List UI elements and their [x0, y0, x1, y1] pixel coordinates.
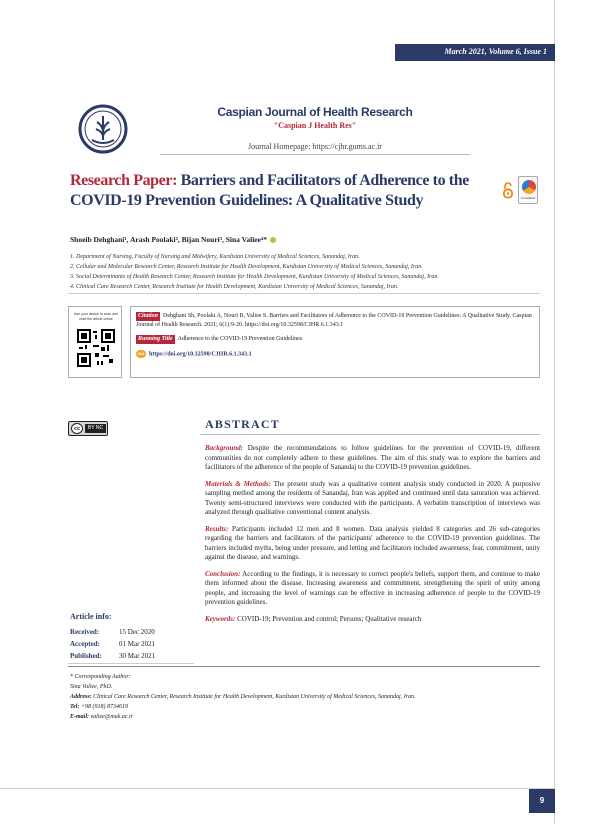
- tel-label: Tel:: [70, 704, 80, 710]
- address-label: Address:: [70, 694, 92, 700]
- crossmark-label: CrossMark: [520, 196, 536, 200]
- divider: [68, 666, 540, 667]
- abstract-keywords: [205, 615, 540, 625]
- journal-homepage[interactable]: Journal Homepage: https://cjhr.gums.ac.ir: [248, 142, 382, 151]
- affiliations: [70, 252, 540, 292]
- accepted-label: Accepted:: [70, 640, 100, 648]
- affiliation-1: 1. Department of Nursing, Faculty of Nursing and Midwifery, Kurdistan University of Medical Sciences, Sanandaj, Iran.: [70, 254, 360, 260]
- accepted-row: [70, 638, 190, 650]
- article-title: Barriers and Facilitators of Adherence to the COVID-19 Prevention Guidelines: A Qualitative Study: [70, 172, 469, 209]
- address-text: Clinical Care Research Center, Research Institute for Health Development, Kurdistan University of Medical Sciences, Sanandaj, Iran.: [93, 694, 416, 700]
- page-frame-bottom: [0, 788, 555, 789]
- conclusion-label: Conclusion:: [205, 569, 241, 578]
- published-row: [70, 650, 190, 662]
- authors: [70, 235, 540, 244]
- doi-icon: doi: [137, 351, 144, 356]
- received-date: 15 Dec 2020: [119, 628, 155, 636]
- qr-caption: Use your device to scan and read the article online: [73, 312, 119, 321]
- corresponding-email: [70, 712, 540, 722]
- running-title-label: Running Title: [138, 336, 173, 342]
- corresponding-heading: * Corresponding Author:: [70, 674, 131, 680]
- qr-box: [68, 306, 122, 378]
- methods-label: Materials & Methods:: [205, 479, 271, 488]
- background-text: Despite the recommendations to follow guidelines for the prevention of COVID-19, different communities do not completely adhere to these guidelines. The aim of this study was to explore the barriers and facilitators of the adherence of the people of Sanandaj to the COVID-19 prevention guidelines.: [205, 444, 541, 471]
- orcid-icon[interactable]: [270, 237, 276, 243]
- affiliation-3: 3. Social Determinants of Health Research Center, Research Institute for Health Development, Kurdistan University of Medical Sciences, Sanandaj, Iran.: [70, 274, 439, 280]
- received-label: Received:: [70, 628, 100, 636]
- corresponding-author: [70, 672, 540, 722]
- published-label: Published:: [70, 652, 102, 660]
- corresponding-address: [70, 692, 540, 702]
- article-info-heading: Article info:: [70, 612, 112, 621]
- corresponding-tel: [70, 702, 540, 712]
- open-access-icon: [502, 182, 514, 199]
- running-title-text: Adherence to the COVID-19 Prevention Guidelines: [177, 336, 303, 342]
- affiliation-4: 4. Clinical Care Research Center, Research Institute for Health Development, Kurdistan University of Medical Sciences, Sanandaj, Iran.: [70, 284, 399, 290]
- citation-box: [130, 306, 540, 378]
- cc-by-icon: BY NC: [85, 424, 106, 433]
- keywords-label: Keywords:: [205, 614, 236, 623]
- abstract-background: [205, 444, 540, 473]
- qr-code-icon[interactable]: [77, 329, 115, 367]
- paper-title: [70, 171, 490, 211]
- conclusion-text: According to the findings, it is necessary to correct people's beliefs, support them, and continue to make them informed about the disease. Increasing awareness and commitment, strengthening the spirit of unity among people, and increasing the level of warnings can be effective in increasing adherence of people to the COVID-19 prevention guidelines.: [205, 569, 540, 606]
- published-date: 30 Mar 2021: [119, 652, 156, 660]
- abstract-methods: [205, 480, 540, 518]
- tel-text: +98 (918) 8734619: [80, 704, 128, 710]
- divider: [160, 154, 470, 155]
- page-number: 9: [529, 789, 555, 813]
- doi: [136, 350, 536, 359]
- journal-title: Caspian Journal of Health Research: [217, 105, 413, 119]
- divider: [68, 663, 194, 664]
- abstract-results: [205, 525, 540, 563]
- journal-logo: [78, 104, 128, 154]
- corresponding-name: Sina Valiee, PhD.: [70, 684, 113, 690]
- article-type: Research Paper:: [70, 172, 178, 189]
- abstract-heading: ABSTRACT: [205, 417, 280, 431]
- received-row: [70, 626, 190, 638]
- running-title: [136, 335, 536, 344]
- divider: [200, 434, 540, 435]
- abstract-conclusion: [205, 570, 540, 608]
- keywords-text: COVID-19; Prevention and control; Persons; Qualitative research: [237, 614, 422, 623]
- crossmark-icon[interactable]: [518, 176, 538, 204]
- divider: [68, 293, 540, 294]
- citation: [136, 312, 536, 330]
- methods-text: The present study was a qualitative content analysis study conducted in 2020. A purposive sampling method among the residents of Sanandaj, Iran was applied and continued until data saturation was achieved. Twenty semi-structured interviews were conducted with the participants. A verbatim transcription of interviews was analyzed through qualitative conventional content analysis.: [205, 479, 540, 516]
- issue-bar: March 2021, Volume 6, Issue 1: [395, 44, 555, 61]
- affiliation-2: 2. Cellular and Molecular Research Center, Research Institute for Health Development, Kurdistan University of Medical Sciences, Sanandaj, Iran.: [70, 264, 423, 270]
- abstract-body: [205, 444, 540, 631]
- citation-label: Citation: [138, 313, 159, 319]
- cc-icon: cc: [71, 423, 83, 434]
- article-info: [70, 626, 190, 662]
- author-list: Shoeib Dehghani¹, Arash Poolaki², Bijan Nouri³, Sina Valiee⁴*: [70, 235, 267, 244]
- journal-short-name: "Caspian J Health Res": [273, 121, 357, 130]
- results-text: Participants included 12 men and 8 women. Data analysis yielded 8 categories and 26 sub-categories regarding the barriers and facilitators of the participants' adherence to the COVID-19 prevention guidelines. The barriers included myths, being under pressure, and letting and facilitators included awareness, fear, commitment, unity against the disease, and warnings.: [205, 524, 541, 561]
- page-frame-right: [554, 0, 555, 824]
- background-label: Background:: [205, 444, 244, 452]
- citation-text: Dehghani Sh, Poolaki A, Nouri B, Valiee S. Barriers and Facilitators of Adherence to the COVID-19 Prevention Guidelines: A Qualitative Study. Caspian Journal of Health Research. 2021; 6(1):9-20. https://doi.org/10.32598/CJHR.6.1.343.1: [136, 313, 532, 328]
- email-link[interactable]: valiee@muk.ac.ir: [90, 714, 134, 720]
- email-label: E-mail:: [70, 714, 89, 720]
- cc-license-icon[interactable]: [68, 421, 108, 436]
- accepted-date: 01 Mar 2021: [119, 640, 156, 648]
- crossmark-circle: [522, 180, 536, 194]
- results-label: Results:: [205, 524, 229, 533]
- doi-link[interactable]: https://doi.org/10.32598/CJHR.6.1.343.1: [149, 351, 252, 358]
